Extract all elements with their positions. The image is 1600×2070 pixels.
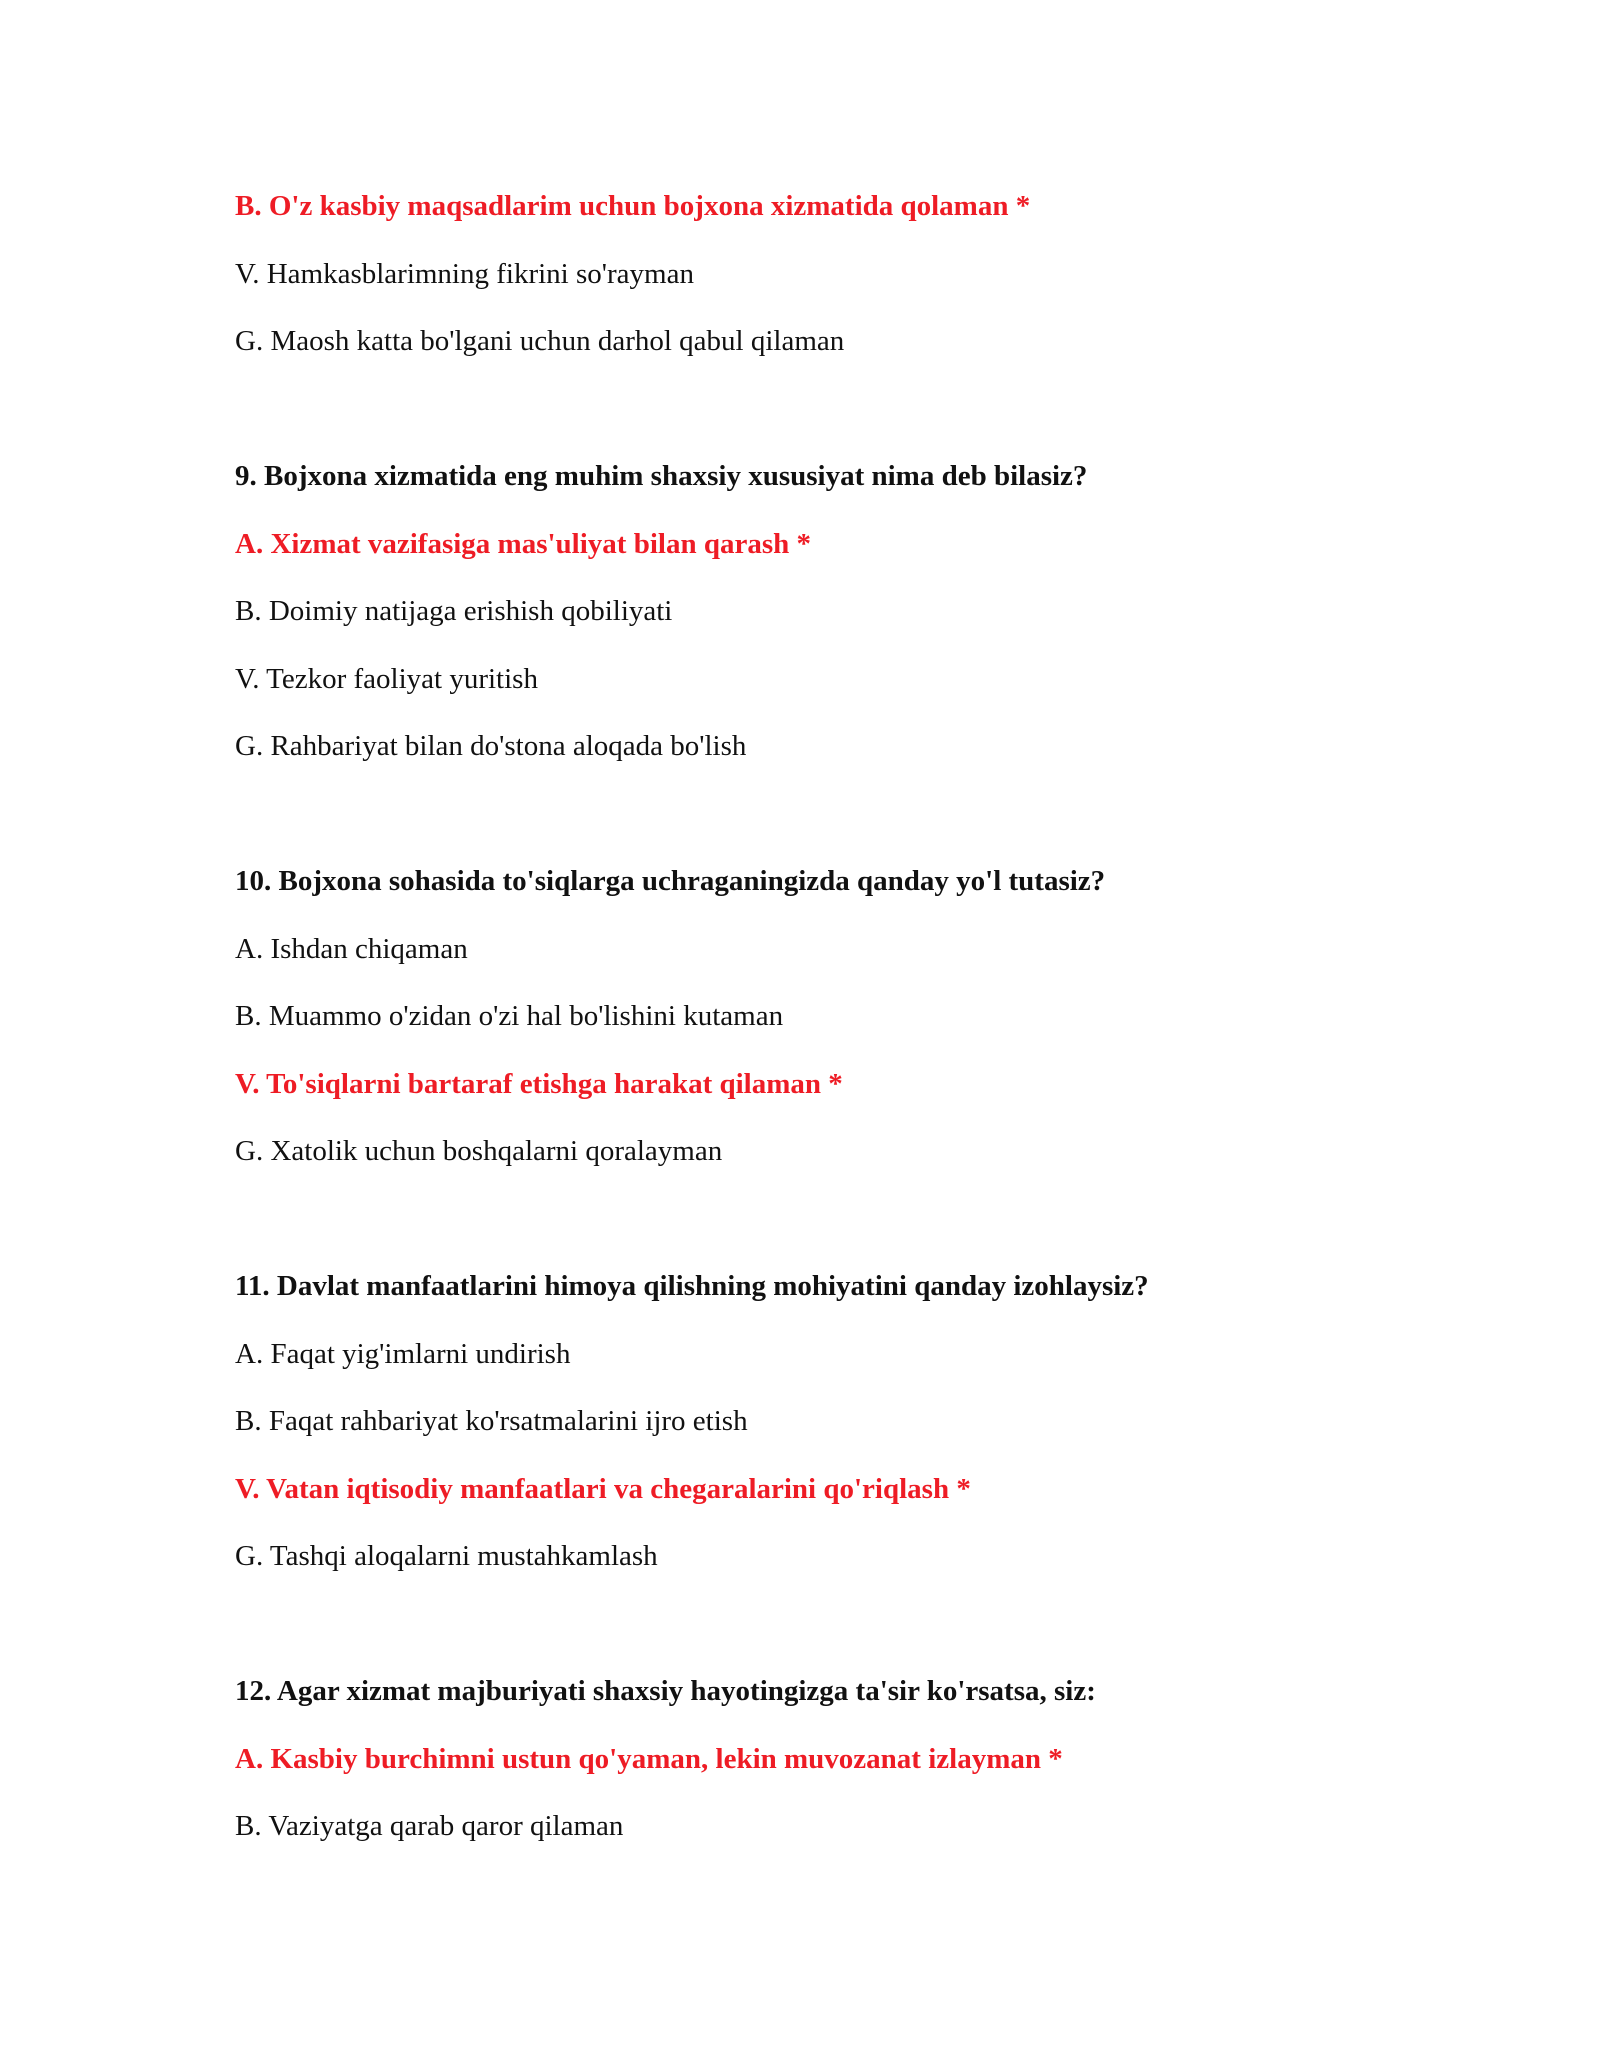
answer-correct-10v: V. To'siqlarni bartaraf etishga harakat qilaman * [235, 1068, 843, 1100]
answer-option-11g: G. Tashqi aloqalarni mustahkamlash [235, 1540, 658, 1572]
answer-option-8v: V. Hamkasblarimning fikrini so'rayman [235, 258, 694, 290]
answer-correct-12a: A. Kasbiy burchimni ustun qo'yaman, lekin muvozanat izlayman * [235, 1743, 1063, 1775]
question-9: 9. Bojxona xizmatida eng muhim shaxsiy xususiyat nima deb bilasiz? [235, 460, 1088, 492]
answer-option-11b: B. Faqat rahbariyat ko'rsatmalarini ijro etish [235, 1405, 748, 1437]
answer-option-9b: B. Doimiy natijaga erishish qobiliyati [235, 595, 673, 627]
answer-option-10a: A. Ishdan chiqaman [235, 933, 468, 965]
answer-option-8g: G. Maosh katta bo'lgani uchun darhol qabul qilaman [235, 325, 845, 357]
question-12: 12. Agar xizmat majburiyati shaxsiy hayotingizga ta'sir ko'rsatsa, siz: [235, 1675, 1096, 1707]
answer-option-12b: B. Vaziyatga qarab qaror qilaman [235, 1810, 624, 1842]
answer-option-11a: A. Faqat yig'imlarni undirish [235, 1338, 571, 1370]
answer-option-10b: B. Muammo o'zidan o'zi hal bo'lishini kutaman [235, 1000, 784, 1032]
answer-option-10g: G. Xatolik uchun boshqalarni qoralayman [235, 1135, 723, 1167]
question-10: 10. Bojxona sohasida to'siqlarga uchraganingizda qanday yo'l tutasiz? [235, 865, 1106, 897]
answer-option-9g: G. Rahbariyat bilan do'stona aloqada bo'lish [235, 730, 747, 762]
answer-option-9v: V. Tezkor faoliyat yuritish [235, 663, 538, 695]
answer-correct-11v: V. Vatan iqtisodiy manfaatlari va chegaralarini qo'riqlash * [235, 1473, 971, 1505]
question-11: 11. Davlat manfaatlarini himoya qilishning mohiyatini qanday izohlaysiz? [235, 1270, 1149, 1302]
answer-correct-8b: B. O'z kasbiy maqsadlarim uchun bojxona xizmatida qolaman * [235, 190, 1031, 222]
answer-correct-9a: A. Xizmat vazifasiga mas'uliyat bilan qarash * [235, 528, 811, 560]
